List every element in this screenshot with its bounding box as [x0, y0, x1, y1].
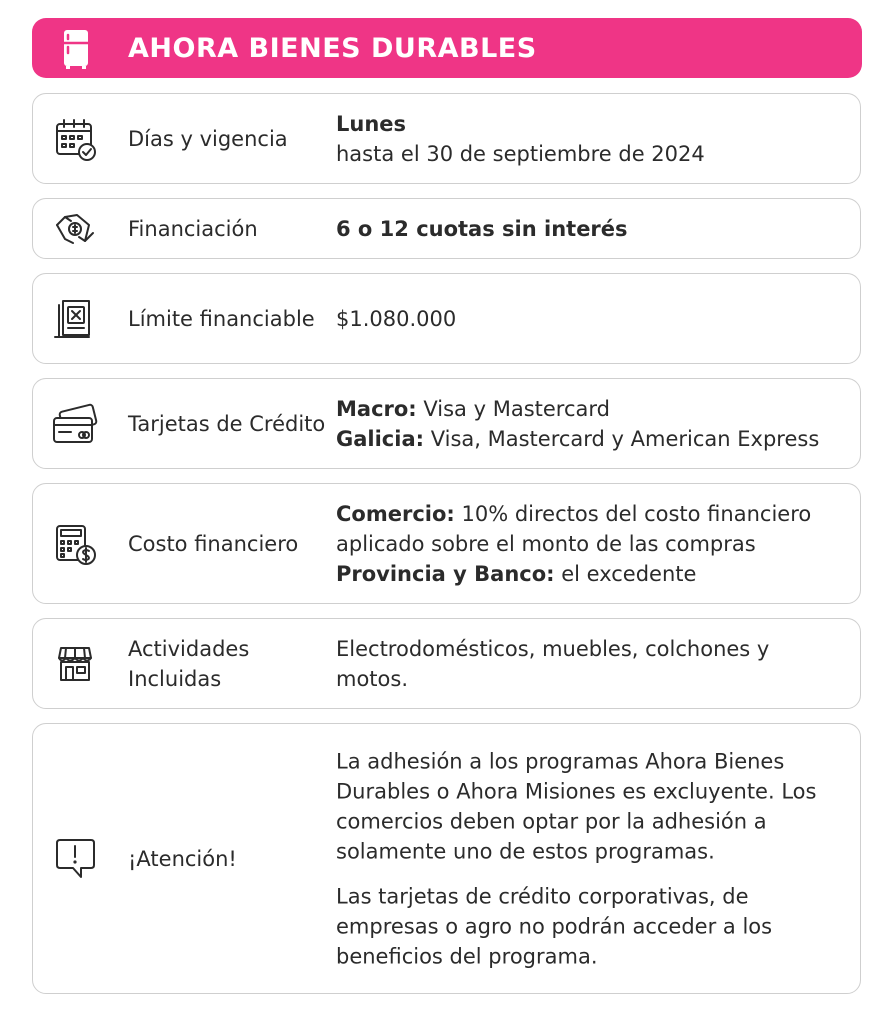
- row-value: [336, 499, 846, 589]
- row-value: $1.080.000: [336, 306, 457, 331]
- calendar-check-icon: [51, 115, 99, 163]
- row-label: Días y vigencia: [128, 126, 288, 151]
- store-icon: [51, 640, 99, 688]
- value-bold: 6 o 12 cuotas sin interés: [336, 216, 628, 241]
- row-label: Actividades Incluidas: [128, 636, 250, 691]
- row-costo-financiero: [32, 483, 861, 604]
- value-paragraph: La adhesión a los programas Ahora Bienes Durables o Ahora Misiones es excluyente. Los comercios deben optar por la adhesión a solamente uno de estos programas.: [336, 749, 817, 863]
- value-text: Visa y Mastercard: [416, 396, 610, 421]
- row-tarjetas-credito: [32, 378, 861, 469]
- value-bold: Galicia:: [336, 426, 425, 451]
- row-limite-financiable: [32, 273, 861, 364]
- value-line: [336, 559, 846, 589]
- handshake-money-icon: [51, 205, 99, 253]
- header-banner: [32, 18, 862, 78]
- row-label: Límite financiable: [128, 306, 315, 331]
- value-bold: Lunes: [336, 111, 407, 136]
- value-text: 10% directos del costo financiero aplicado sobre el monto de las compras: [336, 501, 812, 556]
- value-bold: Comercio:: [336, 501, 455, 526]
- row-label: Tarjetas de Crédito: [128, 411, 326, 436]
- value-line: [336, 424, 846, 454]
- value-line: [336, 394, 846, 424]
- value-text: Visa, Mastercard y American Express: [424, 426, 820, 451]
- document-x-icon: [51, 295, 99, 343]
- row-label: Costo financiero: [128, 531, 299, 556]
- value-line: [336, 499, 846, 559]
- row-value: [336, 746, 846, 971]
- value-paragraph: Las tarjetas de crédito corporativas, de empresas o agro no podrán acceder a los beneficios del programa.: [336, 884, 773, 968]
- page-title: AHORA BIENES DURABLES: [128, 33, 537, 64]
- value-bold: Provincia y Banco:: [336, 561, 555, 586]
- value-text: hasta el 30 de septiembre de 2024: [336, 141, 705, 166]
- row-atencion: [32, 723, 861, 994]
- row-value: Electrodomésticos, muebles, colchones y motos.: [336, 636, 770, 691]
- row-value: [336, 214, 846, 244]
- row-dias-vigencia: [32, 93, 861, 184]
- row-value: [336, 109, 846, 169]
- row-label: Financiación: [128, 216, 258, 241]
- row-value: [336, 394, 846, 454]
- row-financiacion: [32, 198, 861, 259]
- value-text: el excedente: [554, 561, 697, 586]
- alert-bubble-icon: [51, 835, 99, 883]
- fridge-icon: [54, 26, 98, 70]
- row-actividades-incluidas: [32, 618, 861, 709]
- value-bold: Macro:: [336, 396, 417, 421]
- credit-cards-icon: [51, 400, 99, 448]
- row-label: ¡Atención!: [128, 846, 237, 871]
- calculator-dollar-icon: [51, 520, 99, 568]
